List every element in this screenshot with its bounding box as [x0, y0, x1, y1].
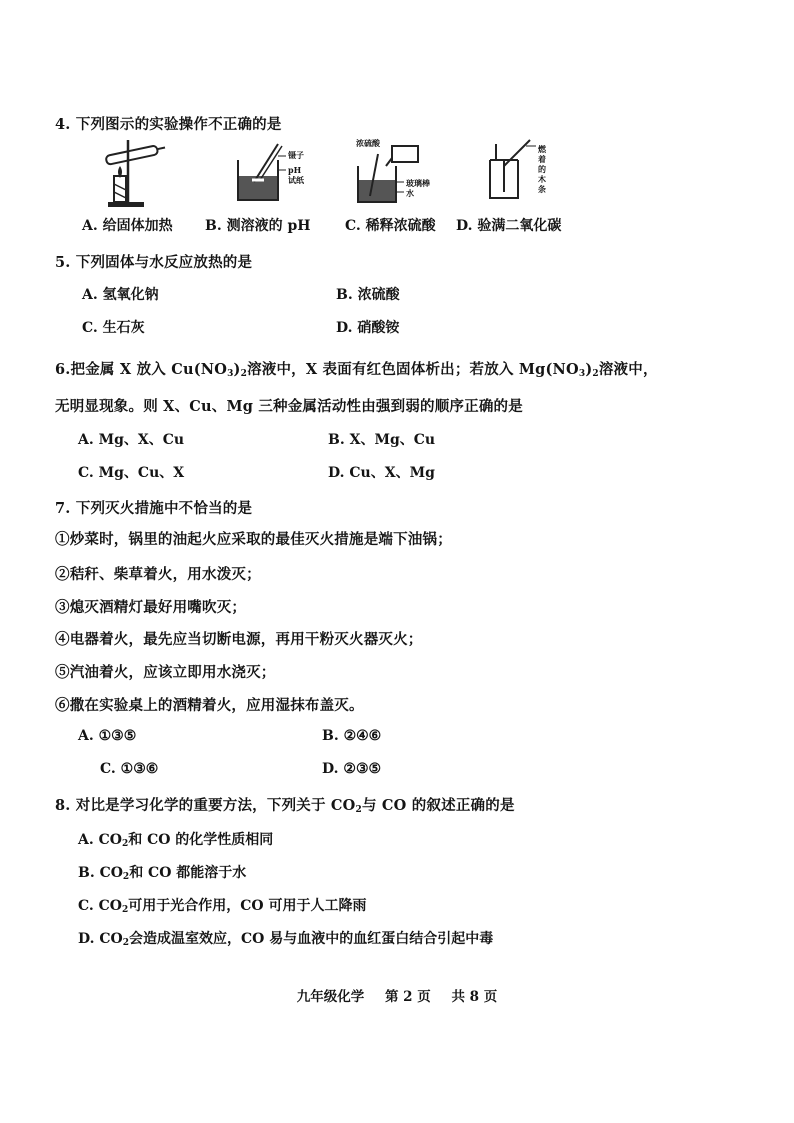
q8-option-a: A. $CO_2$和 CO 的化学性质相同: [78, 832, 274, 849]
q7-option-a: A. ①③⑤: [78, 728, 137, 744]
q4-option-c: C. 稀释浓硫酸: [345, 218, 436, 234]
q4-stem: 4. 下列图示的实验操作不正确的是: [55, 116, 282, 133]
q8-stem: 8. 对比是学习化学的重要方法，下列关于 $CO_2$与 CO 的叙述正确的是: [55, 797, 515, 815]
footer-subject: 九年级化学: [296, 989, 365, 1005]
q6-line2: 无明显现象。则 X、Cu、Mg 三种金属活动性由强到弱的顺序正确的是: [55, 398, 523, 415]
q4-option-a: A. 给固体加热: [82, 218, 173, 234]
label-glass-rod: 玻璃棒: [406, 178, 430, 188]
q7-stem: 7. 下列灭火措施中不恰当的是: [55, 500, 253, 517]
q4-option-d: D. 验满二氧化碳: [456, 218, 562, 234]
q6-option-a: A. Mg、X、Cu: [78, 432, 185, 448]
q5-option-b: B. 浓硫酸: [336, 287, 400, 303]
q7-item-2: ②秸秆、柴草着火，用水泼灭；: [55, 566, 261, 583]
q5-option-c: C. 生石灰: [82, 320, 145, 336]
q7-option-c: C. ①③⑥: [100, 761, 159, 777]
label-ph-paper: pH试纸: [288, 165, 304, 185]
q7-option-b: B. ②④⑥: [322, 728, 382, 744]
q6-option-d: D. Cu、X、Mg: [328, 465, 435, 481]
label-tweezers: 镊子: [288, 150, 304, 160]
q6-option-c: C. Mg、Cu、X: [78, 465, 185, 481]
q5-option-a: A. 氢氧化钠: [82, 287, 159, 303]
q6-line1: 6.把金属 X 放入 $Cu(NO_3)_2$溶液中，X 表面有红色固体析出；若放入 $Mg(NO_3)_2$溶液中，: [55, 361, 658, 379]
q5-option-d: D. 硝酸铵: [336, 320, 400, 336]
q5-stem: 5. 下列固体与水反应放热的是: [55, 254, 253, 271]
page-footer: [0, 985, 794, 1005]
q7-item-4: ④电器着火，最先应当切断电源，再用干粉灭火器灭火；: [55, 631, 423, 648]
q7-item-1: ①炒菜时，锅里的油起火应采取的最佳灭火措施是端下油锅；: [55, 531, 452, 548]
q7-item-3: ③熄灭酒精灯最好用嘴吹灭；: [55, 599, 247, 616]
q4-figure-b-ph-test: [232, 140, 307, 205]
q4-option-b: B. 测溶液的 pH: [205, 218, 311, 234]
q8-option-b: B. $CO_2$和 CO 都能溶于水: [78, 865, 247, 882]
label-burning-wood: 燃着的木条: [538, 144, 546, 194]
q4-figure-d-co2-test: [480, 136, 570, 202]
footer-total-pages: 共 8 页: [451, 989, 498, 1005]
q8-option-c: C. $CO_2$可用于光合作用，CO 可用于人工降雨: [78, 898, 367, 915]
label-conc-acid: 浓硫酸: [356, 138, 380, 148]
q8-option-d: D. $CO_2$会造成温室效应，CO 易与血液中的血红蛋白结合引起中毒: [78, 931, 494, 948]
q7-item-5: ⑤汽油着火，应该立即用水浇灭；: [55, 664, 276, 681]
q7-option-d: D. ②③⑤: [322, 761, 382, 777]
label-water: 水: [406, 188, 414, 198]
q7-item-6: ⑥撒在实验桌上的酒精着火，应用湿抹布盖灭。: [55, 697, 364, 714]
q4-figure-c-dilution: [352, 136, 437, 206]
footer-page-number: 第 2 页: [384, 989, 431, 1005]
q4-figure-a-heating: [100, 136, 170, 208]
q6-option-b: B. X、Mg、Cu: [328, 432, 436, 448]
